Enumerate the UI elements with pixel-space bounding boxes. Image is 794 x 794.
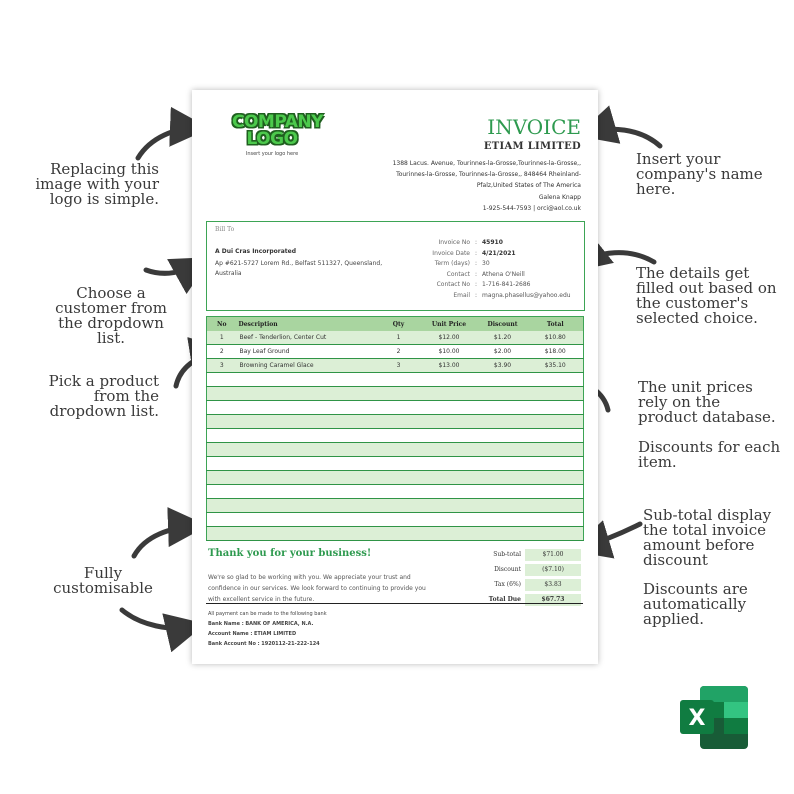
meta-row: Invoice No : 45910 [438,239,503,246]
payment-note: All payment can be made to the following bank [208,611,327,617]
qty-cell[interactable]: 3 [377,359,421,373]
invoice-meta [412,238,571,301]
discount-value: ($7.10) [525,564,581,576]
table-row: 3 Browning Caramel Glace 3 $13.00 $3.90 $35.10 [207,359,584,373]
col-discount: Discount [478,317,528,332]
meta-row: Invoice Date : 4/21/2021 [432,249,516,257]
customer-contact-no: 1-716-841-2686 [482,281,531,288]
payment-info [208,609,327,649]
note-customer: Choose a customer from the dropdown list. [55,284,167,347]
invoice-date[interactable]: 4/21/2021 [482,249,516,257]
company-contact-line: 1-925-544-7593 | orci@aol.co.uk [482,205,581,212]
bill-to-label: Bill To [215,226,235,233]
subtotal-row: Sub-total $71.00 [455,547,581,562]
discount-row: Discount ($7.10) [455,562,581,577]
invoice-page [192,90,598,664]
col-total: Total [528,317,584,332]
customer-select[interactable]: A Dui Cras Incorporated [215,248,296,255]
tax-row: Tax (6%) $3.83 [455,577,581,592]
qty-cell[interactable]: 1 [377,331,421,345]
customer-address: Ap #621-5727 Lorem Rd., Belfast 511327, Queensland, Australia [215,260,383,277]
total-due-value: $67.73 [525,594,581,606]
company-name[interactable]: ETIAM LIMITED [483,141,581,152]
customer-contact: Athena O'Neill [482,270,525,278]
subtotal-value: $71.00 [525,549,581,561]
note-details: The details get filled out based on the customer's selected choice. [636,264,777,327]
col-qty: Qty [377,317,421,332]
empty-table-row[interactable] [207,527,584,541]
invoice-term[interactable]: 30 [482,260,490,267]
empty-table-row[interactable] [207,457,584,471]
empty-table-row[interactable] [207,373,584,387]
meta-row: Contact : Athena O'Neill [446,270,525,278]
totals-block [455,547,581,607]
company-contact-name: Galena Knapp [538,194,581,201]
logo-caption: Insert your logo here [245,151,299,157]
col-unit-price: Unit Price [421,317,478,332]
arrow-custom-up [134,526,198,556]
table-row: 1 Beef - Tenderlion, Center Cut 1 $12.00 $1.20 $10.80 [207,331,584,345]
items-header-row [207,317,584,332]
invoice-title: INVOICE [487,115,581,139]
items-table [206,316,584,541]
arrow-logo [138,128,200,158]
note-logo: Replacing this image with your logo is simple. [35,160,159,208]
note-subtotal: Sub-total display the total invoice amount before discount [643,506,772,569]
thanks-heading: Thank you for your business! [208,548,372,559]
account-no-line: Bank Account No : 1920112-21-222-124 [208,641,320,647]
invoice-number[interactable]: 45910 [482,239,503,246]
note-custom: Fully customisable [53,564,153,597]
empty-table-row[interactable] [207,485,584,499]
arrow-custom-down [122,610,196,628]
bill-to-box [206,221,585,311]
tax-value: $3.83 [525,579,581,591]
bank-name-line: Bank Name : BANK OF AMERICA, N.A. [208,621,314,627]
col-no: No [207,317,237,332]
note-discounts-auto: Discounts are automatically applied. [643,580,748,628]
empty-table-row[interactable] [207,443,584,457]
note-discounts-item: Discounts for each item. [638,438,781,471]
excel-icon [680,686,748,749]
note-company: Insert your company's name here. [636,150,763,198]
logo-word-logo: LOGO [246,129,298,149]
footer-divider [206,603,583,604]
customer-email: magna.phasellus@yahoo.edu [482,291,571,299]
svg-text:X: X [688,706,706,731]
meta-row: Term (days) : 30 [434,260,490,267]
empty-table-row[interactable] [207,401,584,415]
note-product: Pick a product from the dropdown list. [48,372,159,420]
product-select[interactable]: Browning Caramel Glace [237,359,377,373]
product-select[interactable]: Beef - Tenderlion, Center Cut [237,331,377,345]
empty-table-row[interactable] [207,471,584,485]
qty-cell[interactable]: 2 [377,345,421,359]
table-row: 2 Bay Leaf Ground 2 $10.00 $2.00 $18.00 [207,345,584,359]
empty-table-row[interactable] [207,387,584,401]
meta-row: Email : magna.phasellus@yahoo.edu [453,291,571,299]
empty-table-row[interactable] [207,499,584,513]
empty-table-row[interactable] [207,429,584,443]
empty-table-row[interactable] [207,415,584,429]
logo-word-company: COMPANY [232,112,323,132]
account-name-line: Account Name : ETIAM LIMITED [208,631,297,637]
thanks-message: We're so glad to be working with you. We appreciate your trust and confidence in our services. We look forward to continuing to provide you with excellent service in the future. [208,574,426,603]
col-description: Description [237,317,377,332]
company-logo[interactable] [232,112,323,157]
note-unit-prices: The unit prices rely on the product database. [638,378,776,426]
meta-row: Contact No : 1-716-841-2686 [436,281,531,288]
total-due-row: Total Due $67.73 [455,592,581,607]
empty-table-row[interactable] [207,513,584,527]
product-select[interactable]: Bay Leaf Ground [237,345,377,359]
company-address: 1388 Lacus. Avenue, Tourinnes-la-Grosse,Tourinnes-la-Grosse,, Tourinnes-la-Grosse, Tourinnes-la-Grosse,, 848464 Rheinland-Pfalz,United States of The America [392,160,581,189]
